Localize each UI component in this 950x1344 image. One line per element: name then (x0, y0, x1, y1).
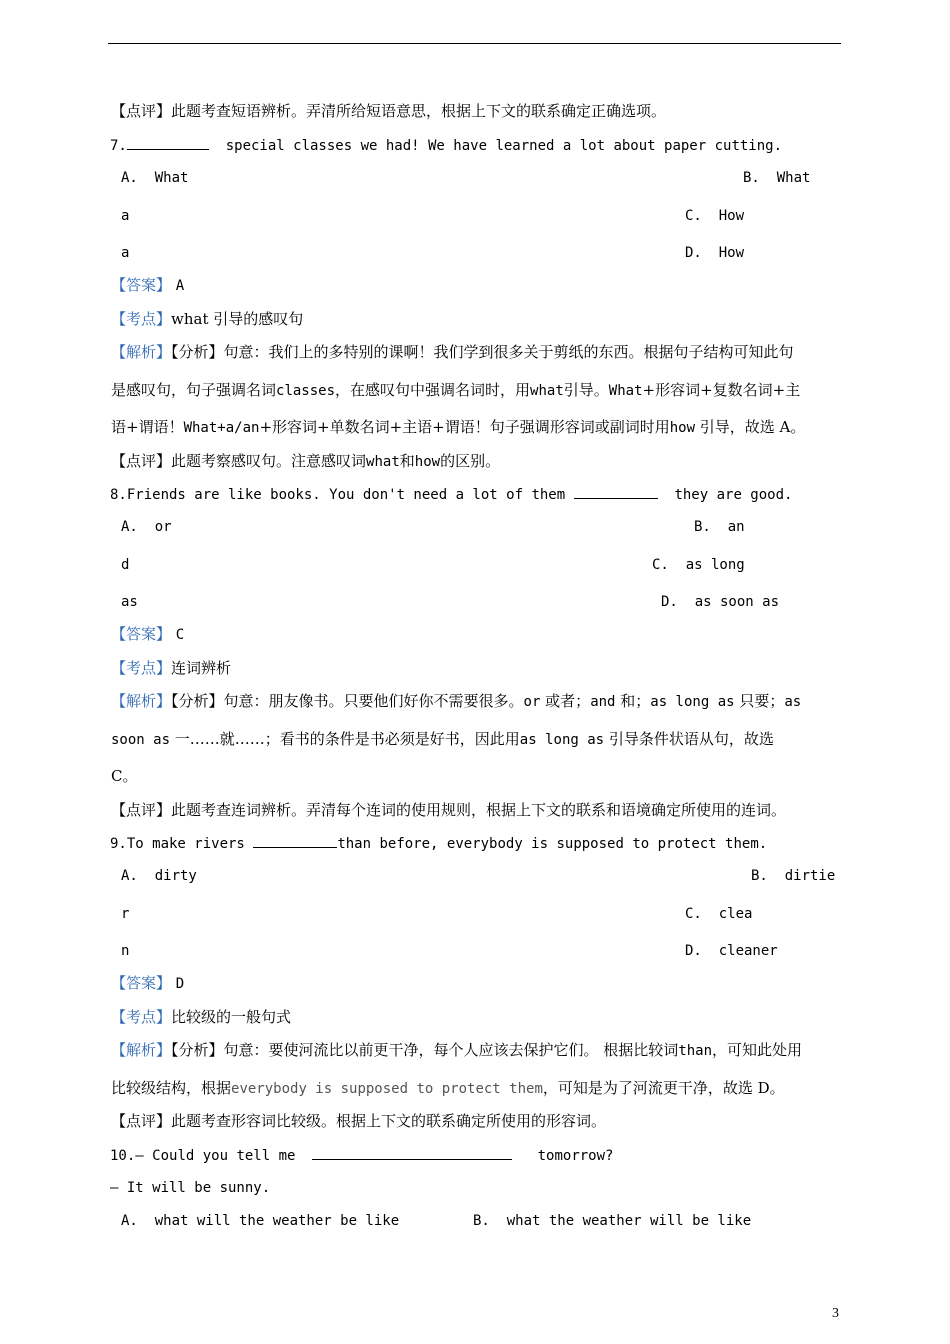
q9-answer: 【答案】 D (111, 974, 185, 992)
header-rule (108, 43, 841, 44)
q9-option-b-cont: r (121, 906, 130, 922)
q7-option-c: C. How (685, 208, 745, 224)
q10-reply: — It will be sunny. (110, 1180, 271, 1196)
q9-option-c: C. clea (685, 906, 753, 922)
q9-review: 【点评】此题考查形容词比较级。根据上下文的联系确定所使用的形容词。 (111, 1112, 607, 1130)
q7-option-d: D. How (685, 245, 745, 261)
page-number: 3 (832, 1306, 839, 1321)
q9-option-c-cont: n (121, 943, 130, 959)
q7-option-c-cont: a (121, 245, 130, 261)
q9-option-b: B. dirtie (751, 868, 836, 884)
q7-stem: 7. special classes we had! We have learned a lot about paper cutting. (110, 135, 782, 156)
q8-knowledge: 【考点】连词辨析 (111, 659, 232, 677)
q9-analysis-line1: 【解析】【分析】句意：要使河流比以前更干净，每个人应该去保护它们。 根据比较词than，可知此处用 (111, 1041, 803, 1059)
q7-analysis-line2: 是感叹句，句子强调名词classes，在感叹句中强调名词时，用what引导。What+形容词+复数名词+主 (111, 381, 801, 399)
q8-analysis-line3: C。 (111, 767, 138, 785)
q9-stem: 9.To make rivers than before, everybody is supposed to protect them. (110, 833, 767, 854)
q7-answer: 【答案】 A (111, 276, 185, 294)
q8-option-d: D. as soon as (661, 594, 780, 610)
q7-option-b: B. What (743, 170, 811, 186)
q10-option-a: A. what will the weather be like (121, 1213, 400, 1229)
q8-option-c-cont: as (121, 594, 138, 610)
q9-option-a: A. dirty (121, 868, 197, 884)
q7-option-a: A. What (121, 170, 189, 186)
q7-review: 【点评】此题考察感叹句。注意感叹词what和how的区别。 (111, 452, 501, 470)
q8-analysis-line1: 【解析】【分析】句意：朋友像书。只要他们好你不需要很多。or 或者；and 和；as long as 只要；as (111, 692, 802, 710)
q7-analysis-line3: 语+谓语！What+a/an+形容词+单数名词+主语+谓语！句子强调形容词或副词时用how 引导，故选 A。 (111, 418, 806, 436)
q7-option-b-cont: a (121, 208, 130, 224)
q8-option-b: B. an (694, 519, 745, 535)
q8-analysis-line2: soon as 一……就……；看书的条件是书必须是好书，因此用as long as 引导条件状语从句，故选 (111, 730, 774, 748)
q10-stem: 10.— Could you tell me tomorrow? (110, 1145, 613, 1166)
q7-analysis-line1: 【解析】【分析】句意：我们上的多特别的课啊！我们学到很多关于剪纸的东西。根据句子结构可知此句 (111, 343, 794, 361)
q6-review: 【点评】此题考查短语辨析。弄清所给短语意思，根据上下文的联系确定正确选项。 (111, 102, 667, 120)
q9-analysis-line2: 比较级结构，根据everybody is supposed to protect them，可知是为了河流更干净，故选 D。 (111, 1079, 785, 1097)
q9-knowledge: 【考点】比较级的一般句式 (111, 1008, 292, 1026)
q7-knowledge: 【考点】what 引导的感叹句 (111, 310, 304, 328)
q9-option-d: D. cleaner (685, 943, 778, 959)
q10-option-b: B. what the weather will be like (473, 1213, 752, 1229)
q8-stem: 8.Friends are like books. You don't need a lot of them they are good. (110, 484, 792, 505)
q8-review: 【点评】此题考查连词辨析。弄清每个连词的使用规则，根据上下文的联系和语境确定所使用的连词。 (111, 801, 787, 819)
q8-option-a: A. or (121, 519, 172, 535)
q8-option-a-cont: d (121, 557, 130, 573)
q8-answer: 【答案】 C (111, 625, 185, 643)
q8-option-c: C. as long (652, 557, 745, 573)
